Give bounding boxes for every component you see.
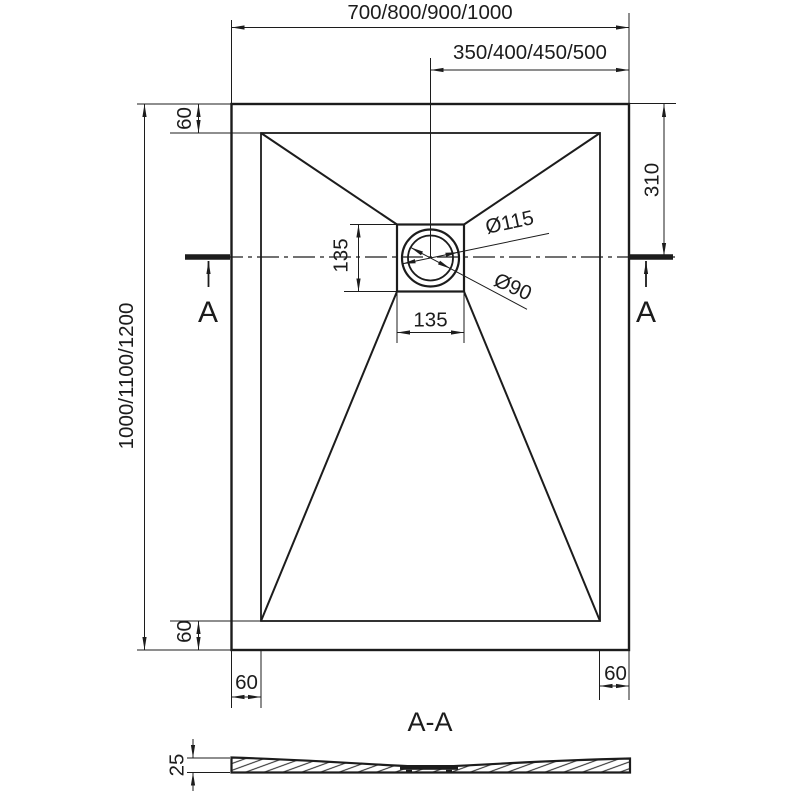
rim-top-label: 60: [173, 107, 196, 130]
section-letter-right: A: [635, 296, 657, 329]
slope-line-bottom-left: [261, 292, 397, 622]
plan-view: [115, 1, 676, 708]
drain-inner-diameter-label: Ø90: [490, 268, 536, 306]
drain-trap-bar: [400, 765, 458, 770]
half-width-label: 350/400/450/500: [453, 41, 607, 64]
rim-bottom-right-label: 60: [604, 662, 627, 685]
drain-offset-label: 310: [640, 162, 664, 198]
section-title: A-A: [407, 707, 453, 737]
extension-lines: [137, 13, 676, 708]
drain-trap-foot-left: [406, 770, 412, 773]
thickness-dimension: [166, 739, 231, 791]
thickness-label: 25: [165, 753, 189, 777]
leader-outer-diameter: [458, 233, 549, 252]
section-letter-left: A: [197, 296, 219, 329]
drain-box-width-label: 135: [413, 308, 448, 332]
overall-length-label: 1000/1100/1200: [115, 302, 138, 450]
slope-line-top-left: [261, 133, 397, 225]
overall-width-label: 700/800/900/1000: [347, 1, 513, 24]
slope-line-bottom-right: [464, 292, 600, 622]
drain-box-height-label: 135: [329, 238, 353, 273]
drain-outer-diameter-label: Ø115: [483, 206, 536, 239]
section-view: [166, 707, 631, 791]
center-lines: [185, 58, 676, 258]
drain-trap-foot-right: [446, 770, 452, 773]
rim-bottom-left-label: 60: [235, 671, 258, 694]
dimension-lines: [145, 28, 665, 698]
slope-line-top-right: [464, 133, 600, 225]
rim-bottom-label: 60: [173, 620, 196, 643]
